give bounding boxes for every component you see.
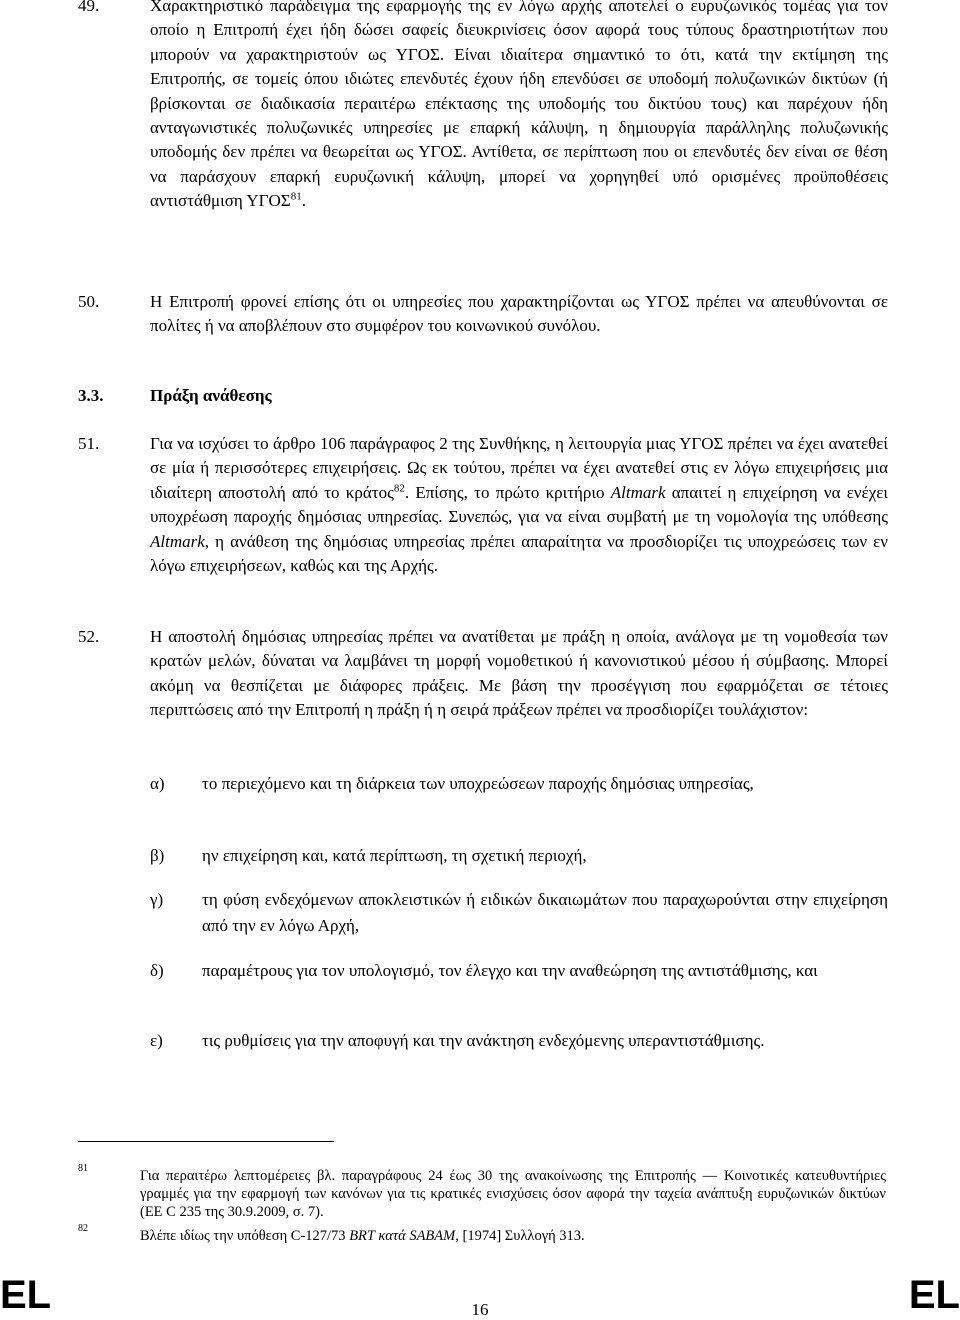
paragraph-51: 51. Για να ισχύσει το άρθρο 106 παράγραφος 2 της Συνθήκης, η λειτουργία μιας ΥΓΟΣ πρέπει να έχει ανατεθεί σε μία ή περισσότερες επιχειρήσεις. Ως εκ τούτου, πρέπει να έχει ανατεθεί στις εν λόγω επιχειρήσεις μια ιδιαίτερη αποστολή από το κράτος$^{82}$. Επίσης, το πρώτο κριτήριο Altmark απαιτεί η επιχείρηση να ενέχει υποχρέωση παροχής δημόσιας υπηρεσίας. Συνεπώς, για να είναι συμβατή με τη νομολογία της υπόθεσης Altmark, η ανάθεση της δημόσιας υπηρεσίας πρέπει απαραίτητα να προσδιορίζει τις υποχρεώσεις των εν λόγω επιχειρήσεων, καθώς και της Αρχής. bbox=[78, 434, 888, 576]
paragraph-50 bbox=[78, 290, 888, 339]
paragraph-number: 50. bbox=[78, 292, 100, 311]
list-item-label: ε) bbox=[150, 1031, 163, 1050]
section-heading bbox=[78, 386, 272, 406]
list-item-text: τις ρυθμίσεις για την αποφυγή και την ανάκτηση ενδεχόμενης υπεραντιστάθμισης. bbox=[202, 1031, 765, 1050]
footnote-82: Βλέπε ιδίως την υπόθεση C-127/73 BRT κατά SABAM, [1974] Συλλογή 313. bbox=[140, 1228, 585, 1244]
footnote-ref-82[interactable]: 82 bbox=[393, 482, 405, 495]
list-item bbox=[150, 843, 888, 869]
list-item-text: τη φύση ενδεχόμενων αποκλειστικών ή ειδικών δικαιωμάτων που παραχωρούνται στην επιχείρηση από την εν λόγω Αρχή, bbox=[202, 890, 888, 935]
list-item bbox=[150, 887, 888, 939]
list-item-label: α) bbox=[150, 774, 165, 793]
list-item bbox=[150, 958, 888, 984]
footnote-81: Για περαιτέρω λεπτομέρειες βλ. παραγράφους 24 έως 30 της ανακοίνωσης της Επιτροπής — Κοινοτικές κατευθυντήριες γραμμές για την εφαρμογή των κανόνων για τις κρατικές ενισχύσεις όσον αφορά την ταχεία ανάπτυξη ευρυζωνικών δικτύων (ΕΕ C 235 της 30.9.2009, σ. 7). bbox=[140, 1168, 886, 1220]
footnote-number: 82 bbox=[78, 1223, 88, 1234]
section-number: 3.3. bbox=[78, 386, 104, 405]
list-item-label: δ) bbox=[150, 961, 164, 980]
paragraph-text: Χαρακτηριστικό παράδειγμα της εφαρμογής της εν λόγω αρχής αποτελεί ο ευρυζωνικός τομέας για τον οποίο η Επιτροπή έχει ήδη δώσει σαφείς διευκρινίσεις όσον αφορά τους τύπους δραστηριοτήτων που μπορούν να χαρακτηριστούν ως ΥΓΟΣ. Είναι ιδιαίτερα σημαντικό το ότι, κατά την εκτίμηση της Επιτροπής, σε τομείς όπου ιδιώτες επενδυτές έχουν ήδη επενδύσει σε υποδομή πολυζωνικών δικτύων (ή βρίσκονται σε διαδικασία περαιτέρω επέκτασης της υποδομής του δικτύου τους) και παρέχουν ήδη ανταγωνιστικές πολυζωνικές υπηρεσίες με επαρκή κάλυψη, η δημιουργία παράλληλης πολυζωνικής υποδομής δεν πρέπει να θεωρείται ως ΥΓΟΣ. Αντίθετα, σε περίπτωση που οι επενδυτές δεν είναι σε θέση να παράσχουν επαρκή ευρυζωνική κάλυψη, μπορεί να χορηγηθεί υπό ορισμένες προϋποθέσεις αντιστάθμιση ΥΓΟΣ bbox=[150, 0, 888, 211]
list-item-label: γ) bbox=[150, 890, 164, 909]
list-item bbox=[150, 771, 888, 797]
language-code-right: EL bbox=[908, 1273, 960, 1317]
footnote-number: 81 bbox=[78, 1163, 88, 1174]
page-number: 16 bbox=[471, 1300, 489, 1319]
paragraph-number: 52. bbox=[78, 627, 100, 646]
paragraph-number: 49. bbox=[78, 0, 100, 15]
paragraph-number: 51. bbox=[78, 434, 100, 453]
case-name: Altmark bbox=[150, 531, 205, 551]
list-item-text: το περιεχόμενο και τη διάρκεια των υποχρεώσεων παροχής δημόσιας υπηρεσίας, bbox=[202, 774, 754, 793]
list-item bbox=[150, 1028, 888, 1054]
list-item-label: β) bbox=[150, 846, 165, 865]
paragraph-text: Η Επιτροπή φρονεί επίσης ότι οι υπηρεσίες που χαρακτηρίζονται ως ΥΓΟΣ πρέπει να απευθύνονται σε πολίτες ή να αποβλέπουν στο συμφέρον του κοινωνικού συνόλου. bbox=[150, 292, 888, 336]
footnote-ref-81[interactable]: 81 bbox=[290, 190, 302, 203]
paragraph-49: 49. Χαρακτηριστικό παράδειγμα της εφαρμογής της εν λόγω αρχής αποτελεί ο ευρυζωνικός τομέας για τον οποίο η Επιτροπή έχει ήδη δώσει σαφείς διευκρινίσεις όσον αφορά τους τύπους δραστηριοτήτων που μπορούν να χαρακτηριστούν ως ΥΓΟΣ. Είναι ιδιαίτερα σημαντικό το ότι, κατά την εκτίμηση της Επιτροπής, σε τομείς όπου ιδιώτες επενδυτές έχουν ήδη επενδύσει σε υποδομή πολυζωνικών δικτύων (ή βρίσκονται σε διαδικασία περαιτέρω επέκτασης της υποδομής του δικτύου τους) και παρέχουν ήδη ανταγωνιστικές πολυζωνικές υπηρεσίες με επαρκή κάλυψη, η δημιουργία παράλληλης πολυζωνικής υποδομής δεν πρέπει να θεωρείται ως ΥΓΟΣ. Αντίθετα, σε περίπτωση που οι επενδυτές δεν είναι σε θέση να παράσχουν επαρκή ευρυζωνική κάλυψη, μπορεί να χορηγηθεί υπό ορισμένες προϋποθέσεις αντιστάθμιση ΥΓΟΣ$^{81}$. bbox=[78, 0, 888, 214]
list-item-text: ην επιχείρηση και, κατά περίπτωση, τη σχετική περιοχή, bbox=[202, 846, 587, 865]
language-code-left: EL bbox=[0, 1273, 52, 1317]
case-name: Altmark bbox=[610, 482, 666, 502]
section-title: Πράξη ανάθεσης bbox=[150, 386, 272, 405]
list-item-text: παραμέτρους για τον υπολογισμό, τον έλεγχο και την αναθεώρηση της αντιστάθμισης, και bbox=[202, 961, 818, 980]
paragraph-52 bbox=[78, 625, 888, 723]
footnote-separator bbox=[78, 1141, 334, 1142]
case-name: BRT κατά SABAM bbox=[349, 1228, 456, 1244]
paragraph-text: Η αποστολή δημόσιας υπηρεσίας πρέπει να ανατίθεται με πράξη η οποία, ανάλογα με τη νομοθεσία των κρατών μελών, δύναται να λαμβάνει τη μορφή νομοθετικού ή κανονιστικού μέσου ή σύμβασης. Μπορεί ακόμη να θεσπίζεται με διάφορες πράξεις. Με βάση την προσέγγιση που εφαρμόζεται σε τέτοιες περιπτώσεις από την Επιτροπή η πράξη ή η σειρά πράξεων πρέπει να προσδιορίζει τουλάχιστον: bbox=[150, 627, 888, 720]
